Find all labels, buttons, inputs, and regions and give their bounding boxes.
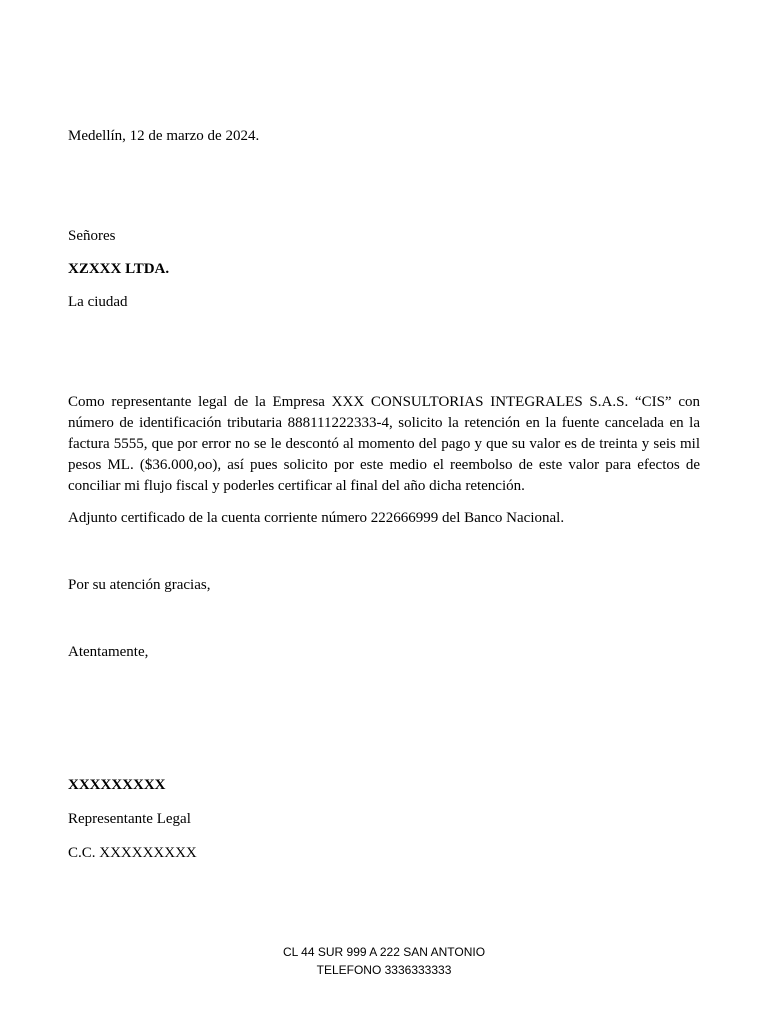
signature-title: Representante Legal [68, 811, 191, 827]
footer-address: CL 44 SUR 999 A 222 SAN ANTONIO [282, 945, 486, 959]
closing-line: Atentamente, [68, 644, 149, 660]
signature-name: XXXXXXXXX [68, 777, 166, 793]
recipient-city: La ciudad [68, 294, 128, 310]
body-line: pesos ML. ($36.000,oo), así pues solicito por este medio el reembolso de este valor para efectos de [68, 457, 700, 473]
body-line: Como representante legal de la Empresa XXX CONSULTORIAS INTEGRALES S.A.S. “CIS” con [68, 394, 700, 410]
body-line: conciliar mi flujo fiscal y poderles certificar al final del año dicha retención. [68, 478, 525, 494]
place-date: Medellín, 12 de marzo de 2024. [68, 128, 260, 144]
salutation: Señores [68, 228, 116, 244]
body-line: factura 5555, que por error no se le descontó al momento del pago y que su valor es de treinta y seis mil [68, 436, 700, 452]
footer-phone: TELEFONO 3336333333 [316, 963, 452, 977]
recipient-company: XZXXX LTDA. [68, 261, 170, 277]
thanks-line: Por su atención gracias, [68, 577, 211, 593]
attachment-note: Adjunto certificado de la cuenta corriente número 222666999 del Banco Nacional. [68, 510, 565, 526]
signature-id: C.C. XXXXXXXXX [68, 845, 197, 861]
body-paragraph [68, 392, 700, 497]
body-line: número de identificación tributaria 888111222333-4, solicito la retención en la fuente cancelada en la [68, 415, 700, 431]
